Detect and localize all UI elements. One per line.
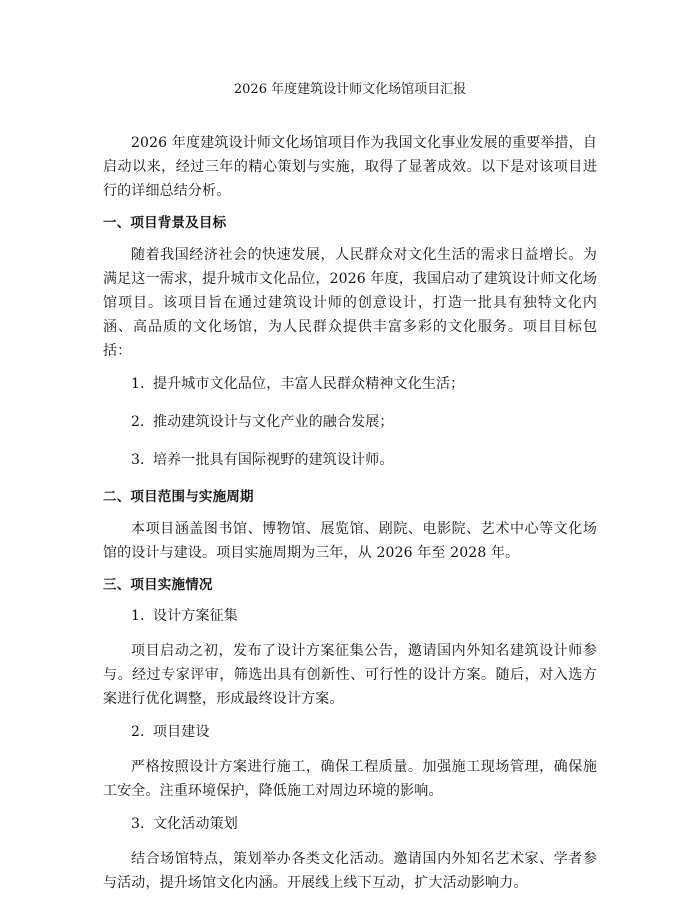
- goal-item: [103, 411, 597, 433]
- document-title: 2026 年度建筑设计师文化场馆项目汇报: [233, 82, 467, 97]
- goal-text: 培养一批具有国际视野的建筑设计师。: [153, 452, 394, 468]
- subsection-heading: [103, 813, 597, 835]
- section-heading-background: 一、项目背景及目标: [103, 215, 227, 231]
- goal-number: 1.: [131, 376, 145, 392]
- subsection-paragraph: 项目启动之初，发布了设计方案征集公告，邀请国内外知名建筑设计师参与。经过专家评审，筛选出具有创新性、可行性的设计方案。随后，对入选方案进行优化调整，形成最终设计方案。: [103, 643, 597, 707]
- subsection-title: 项目建设: [153, 724, 210, 740]
- subsection-heading: [103, 605, 597, 627]
- subsection-number: 3.: [131, 816, 145, 832]
- goal-number: 2.: [131, 414, 145, 430]
- goal-number: 3.: [131, 452, 145, 468]
- goal-item: [103, 449, 597, 471]
- section-heading-implementation: 三、项目实施情况: [103, 577, 213, 593]
- section-paragraph-background: 随着我国经济社会的快速发展，人民群众对文化生活的需求日益增长。为满足这一需求，提升城市文化品位，2026 年度，我国启动了建筑设计师文化场馆项目。该项目旨在通过建筑设计师的创意设计，打造一批具有独特文化内涵、高品质的文化场馆，为人民群众提供丰富多彩的文化服务。项目目标包括：: [103, 247, 597, 359]
- goal-text: 提升城市文化品位，丰富人民群众精神文化生活；: [153, 376, 465, 392]
- subsection-number: 1.: [131, 608, 145, 624]
- subsection-title: 设计方案征集: [153, 608, 238, 624]
- section-heading-scope: 二、项目范围与实施周期: [103, 489, 254, 505]
- goals-list: [103, 373, 597, 471]
- subsection-number: 2.: [131, 724, 145, 740]
- subsection-paragraph: 结合场馆特点，策划举办各类文化活动。邀请国内外知名艺术家、学者参与活动，提升场馆文化内涵。开展线上线下互动，扩大活动影响力。: [103, 851, 597, 891]
- subsection-heading: [103, 721, 597, 743]
- goal-item: [103, 373, 597, 395]
- goal-text: 推动建筑设计与文化产业的融合发展；: [153, 414, 394, 430]
- section-paragraph-scope: 本项目涵盖图书馆、博物馆、展览馆、剧院、电影院、艺术中心等文化场馆的设计与建设。项目实施周期为三年，从 2026 年至 2028 年。: [103, 521, 597, 561]
- subsection-paragraph: 严格按照设计方案进行施工，确保工程质量。加强施工现场管理，确保施工安全。注重环境保护，降低施工对周边环境的影响。: [103, 759, 597, 799]
- subsection-title: 文化活动策划: [153, 816, 238, 832]
- intro-paragraph: 2026 年度建筑设计师文化场馆项目作为我国文化事业发展的重要举措，自启动以来，经过三年的精心策划与实施，取得了显著成效。以下是对该项目进行的详细总结分析。: [103, 135, 597, 199]
